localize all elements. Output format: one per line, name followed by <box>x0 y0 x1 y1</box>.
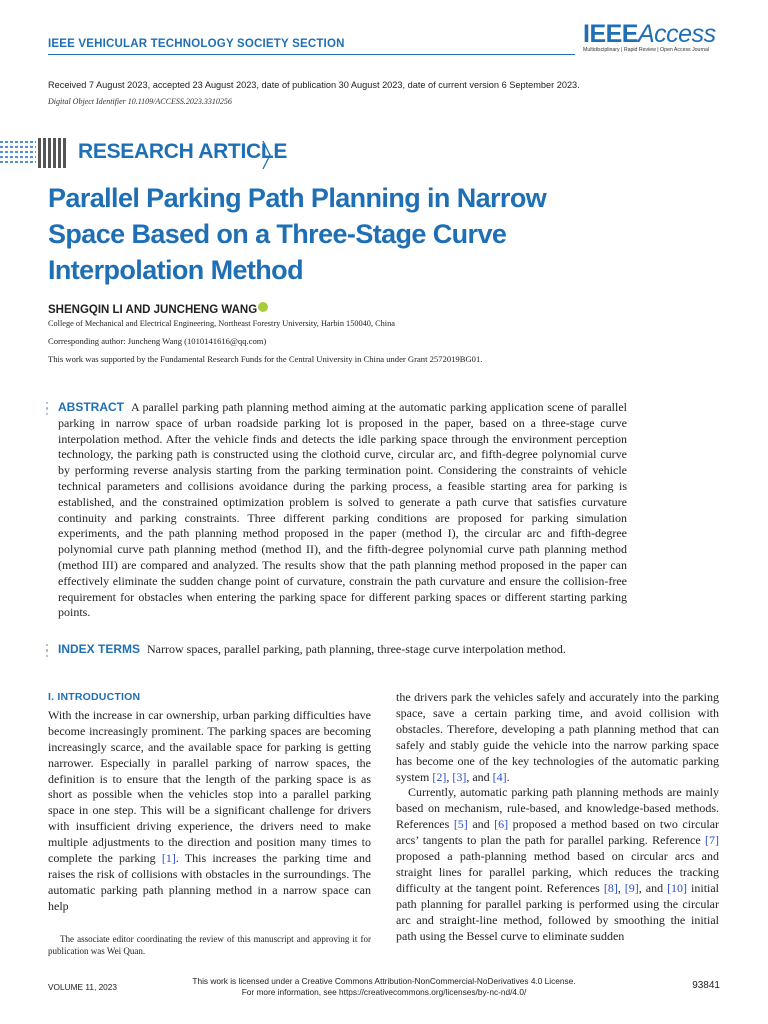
citation-1[interactable]: [1] <box>161 851 176 866</box>
citation-6[interactable]: [6] <box>494 817 509 832</box>
banner-arrow-icon <box>262 140 272 170</box>
c2-p2-text-d: proposed a path-planning method based on circular arcs and straight lines for parallel parking, which reduces the tracking difficulty at the tangent point. References <box>396 849 719 895</box>
logo-ieee-text: IEEE <box>583 20 638 48</box>
index-terms-text: Narrow spaces, parallel parking, path planning, three-stage curve interpolation method. <box>147 642 566 656</box>
doi[interactable]: Digital Object Identifier 10.1109/ACCESS.2023.3310256 <box>48 97 232 106</box>
body-column-right <box>396 690 719 945</box>
editor-note: The associate editor coordinating the review of this manuscript and approving it for publication was Wei Quan. <box>48 934 371 956</box>
page-number: 93841 <box>692 980 720 991</box>
paper-title <box>48 180 608 288</box>
c2-p2-text-b: and <box>467 817 495 832</box>
c2-text-a: the drivers park the vehicles safely and accurately into the parking space, save a certain parking time, and avoid collision with obstacles. Therefore, developing a path planning method that can safely and stably guide the vehicle into the narrow parking space has become one of the key technologies of the automatic parking system <box>396 690 719 784</box>
abstract <box>58 400 627 621</box>
section-heading-introduction: I. INTRODUCTION <box>48 691 141 703</box>
corresponding-author: Corresponding author: Juncheng Wang (1010141616@qq.com) <box>48 336 267 346</box>
c2-sep-3: , <box>617 880 625 895</box>
funding-statement: This work was supported by the Fundamental Research Funds for the Central University in China under Grant 2572019BG01. <box>48 354 483 364</box>
received-dates: Received 7 August 2023, accepted 23 August 2023, date of publication 30 August 2023, date of current version 6 September 2023. <box>48 80 580 90</box>
c2-text-b: . <box>506 769 510 784</box>
intro-paragraph-1 <box>48 708 371 915</box>
index-terms-label: INDEX TERMS <box>58 642 141 656</box>
license-notice <box>48 976 720 997</box>
license-line-2[interactable]: For more information, see https://creativecommons.org/licenses/by-nc-nd/4.0/ <box>241 986 527 997</box>
article-type: RESEARCH ARTICLE <box>78 140 288 163</box>
banner-stripes-icon <box>0 138 68 168</box>
ieee-access-logo <box>583 20 716 53</box>
intro-paragraph-1-cont <box>396 690 719 785</box>
citation-9[interactable]: [9] <box>624 880 639 895</box>
citation-7[interactable]: [7] <box>705 833 719 848</box>
c2-p2-text-e: initial path planning for parallel parking is performed using the circular arc and straight-line method, followed by smoothing the initial path using the Bessel curve to eliminate sudden <box>396 880 720 943</box>
intro-p1-text-b: . This increases the parking time and raises the risk of collisions with obstacles in the surroundings. The automatic parking path planning method in a narrow space can help <box>48 851 372 913</box>
abstract-label: ABSTRACT <box>58 400 124 414</box>
citation-3[interactable]: [3] <box>452 769 467 784</box>
abstract-text: A parallel parking path planning method aiming at the automatic parking application scene of parallel parking in narrow space of urban roadside parking lot is proposed in the paper, based on a three-stage curve interpolation method. After the vehicle finds and detects the idle parking space through the environment perception technology, the parking path is constructed using the clothoid curve, circular arc, and fifth-degree polynomial curve by performing reverse analysis starting from the parking termination point. Considering the constraints of vehicle technical parameters and collisions avoidance during the parking process, a feasible starting area for parking is established, and the constrained optimization problem is solved to generate a path curve that satisfies curvature continuity and parking constraints. Three different parking conditions are proposed for parking simulation experiments, and the path planning method proposed in the paper (method I), the circular arc and fifth-degree polynomial curve path planning method (method II), and the fifth-degree polynomial curve path planning method (method III) are compared and analyzed. The results show that the path planning method proposed in the paper can effectively eliminate the sudden change point of curvature, constrain the path curvature and ensure the collision-free requirement for obstacles when entering the parking space for different parking spaces or different starting parking points. <box>58 400 628 620</box>
citation-4[interactable]: [4] <box>492 769 507 784</box>
authors-text: SHENGQIN LI AND JUNCHENG WANG <box>48 304 258 316</box>
authors <box>48 304 268 316</box>
intro-paragraph-2 <box>396 785 719 944</box>
index-terms <box>58 642 627 658</box>
c2-p2-text-c: proposed a method based on two circular arcs’ tangents to plan the path for parallel parking. Reference <box>396 817 720 848</box>
abstract-dots-icon <box>46 402 50 418</box>
citation-8[interactable]: [8] <box>603 880 618 895</box>
citation-10[interactable]: [10] <box>667 880 688 895</box>
title-line-3: Interpolation Method <box>48 255 303 285</box>
header-rule <box>48 54 575 55</box>
index-dots-icon <box>46 644 50 660</box>
orcid-icon[interactable] <box>258 302 268 312</box>
c2-sep-4: , and <box>638 880 668 895</box>
logo-access-text: Access <box>637 20 716 48</box>
section-header: IEEE VEHICULAR TECHNOLOGY SOCIETY SECTION <box>48 38 345 50</box>
body-column-left <box>48 690 371 915</box>
c2-p2-text-a: Currently, automatic parking path planning methods are mainly based on mechanism, rule-based, and knowledge-based methods. References <box>396 785 719 832</box>
c2-sep-1: , <box>446 769 453 784</box>
citation-2[interactable]: [2] <box>432 769 447 784</box>
license-line-1: This work is licensed under a Creative Commons Attribution-NonCommercial-NoDerivatives 4.0 License. <box>192 976 576 986</box>
affiliation: College of Mechanical and Electrical Engineering, Northeast Forestry University, Harbin 150040, China <box>48 319 395 328</box>
logo-tagline: Multidisciplinary | Rapid Review | Open Access Journal <box>583 47 710 53</box>
intro-p1-text-a: With the increase in car ownership, urban parking difficulties have become increasingly prominent. The parking spaces are becoming increasingly scarce, and the available space for parking is getting narrower. Especially in parallel parking of narrow spaces, the definition is to ensure that the length of the parking space is as short as possible when the vehicles stop into a parallel parking space in one step. This will be a significant challenge for drivers with insufficient driving experience, the drivers need to make multiple adjustments to the direction and position many times to complete the parking <box>48 707 371 866</box>
c2-sep-2: , and <box>466 769 493 784</box>
citation-5[interactable]: [5] <box>453 817 468 832</box>
title-line-2: Space Based on a Three-Stage Curve <box>48 219 507 249</box>
volume-label: VOLUME 11, 2023 <box>48 982 118 992</box>
title-line-1: Parallel Parking Path Planning in Narrow <box>48 183 547 213</box>
